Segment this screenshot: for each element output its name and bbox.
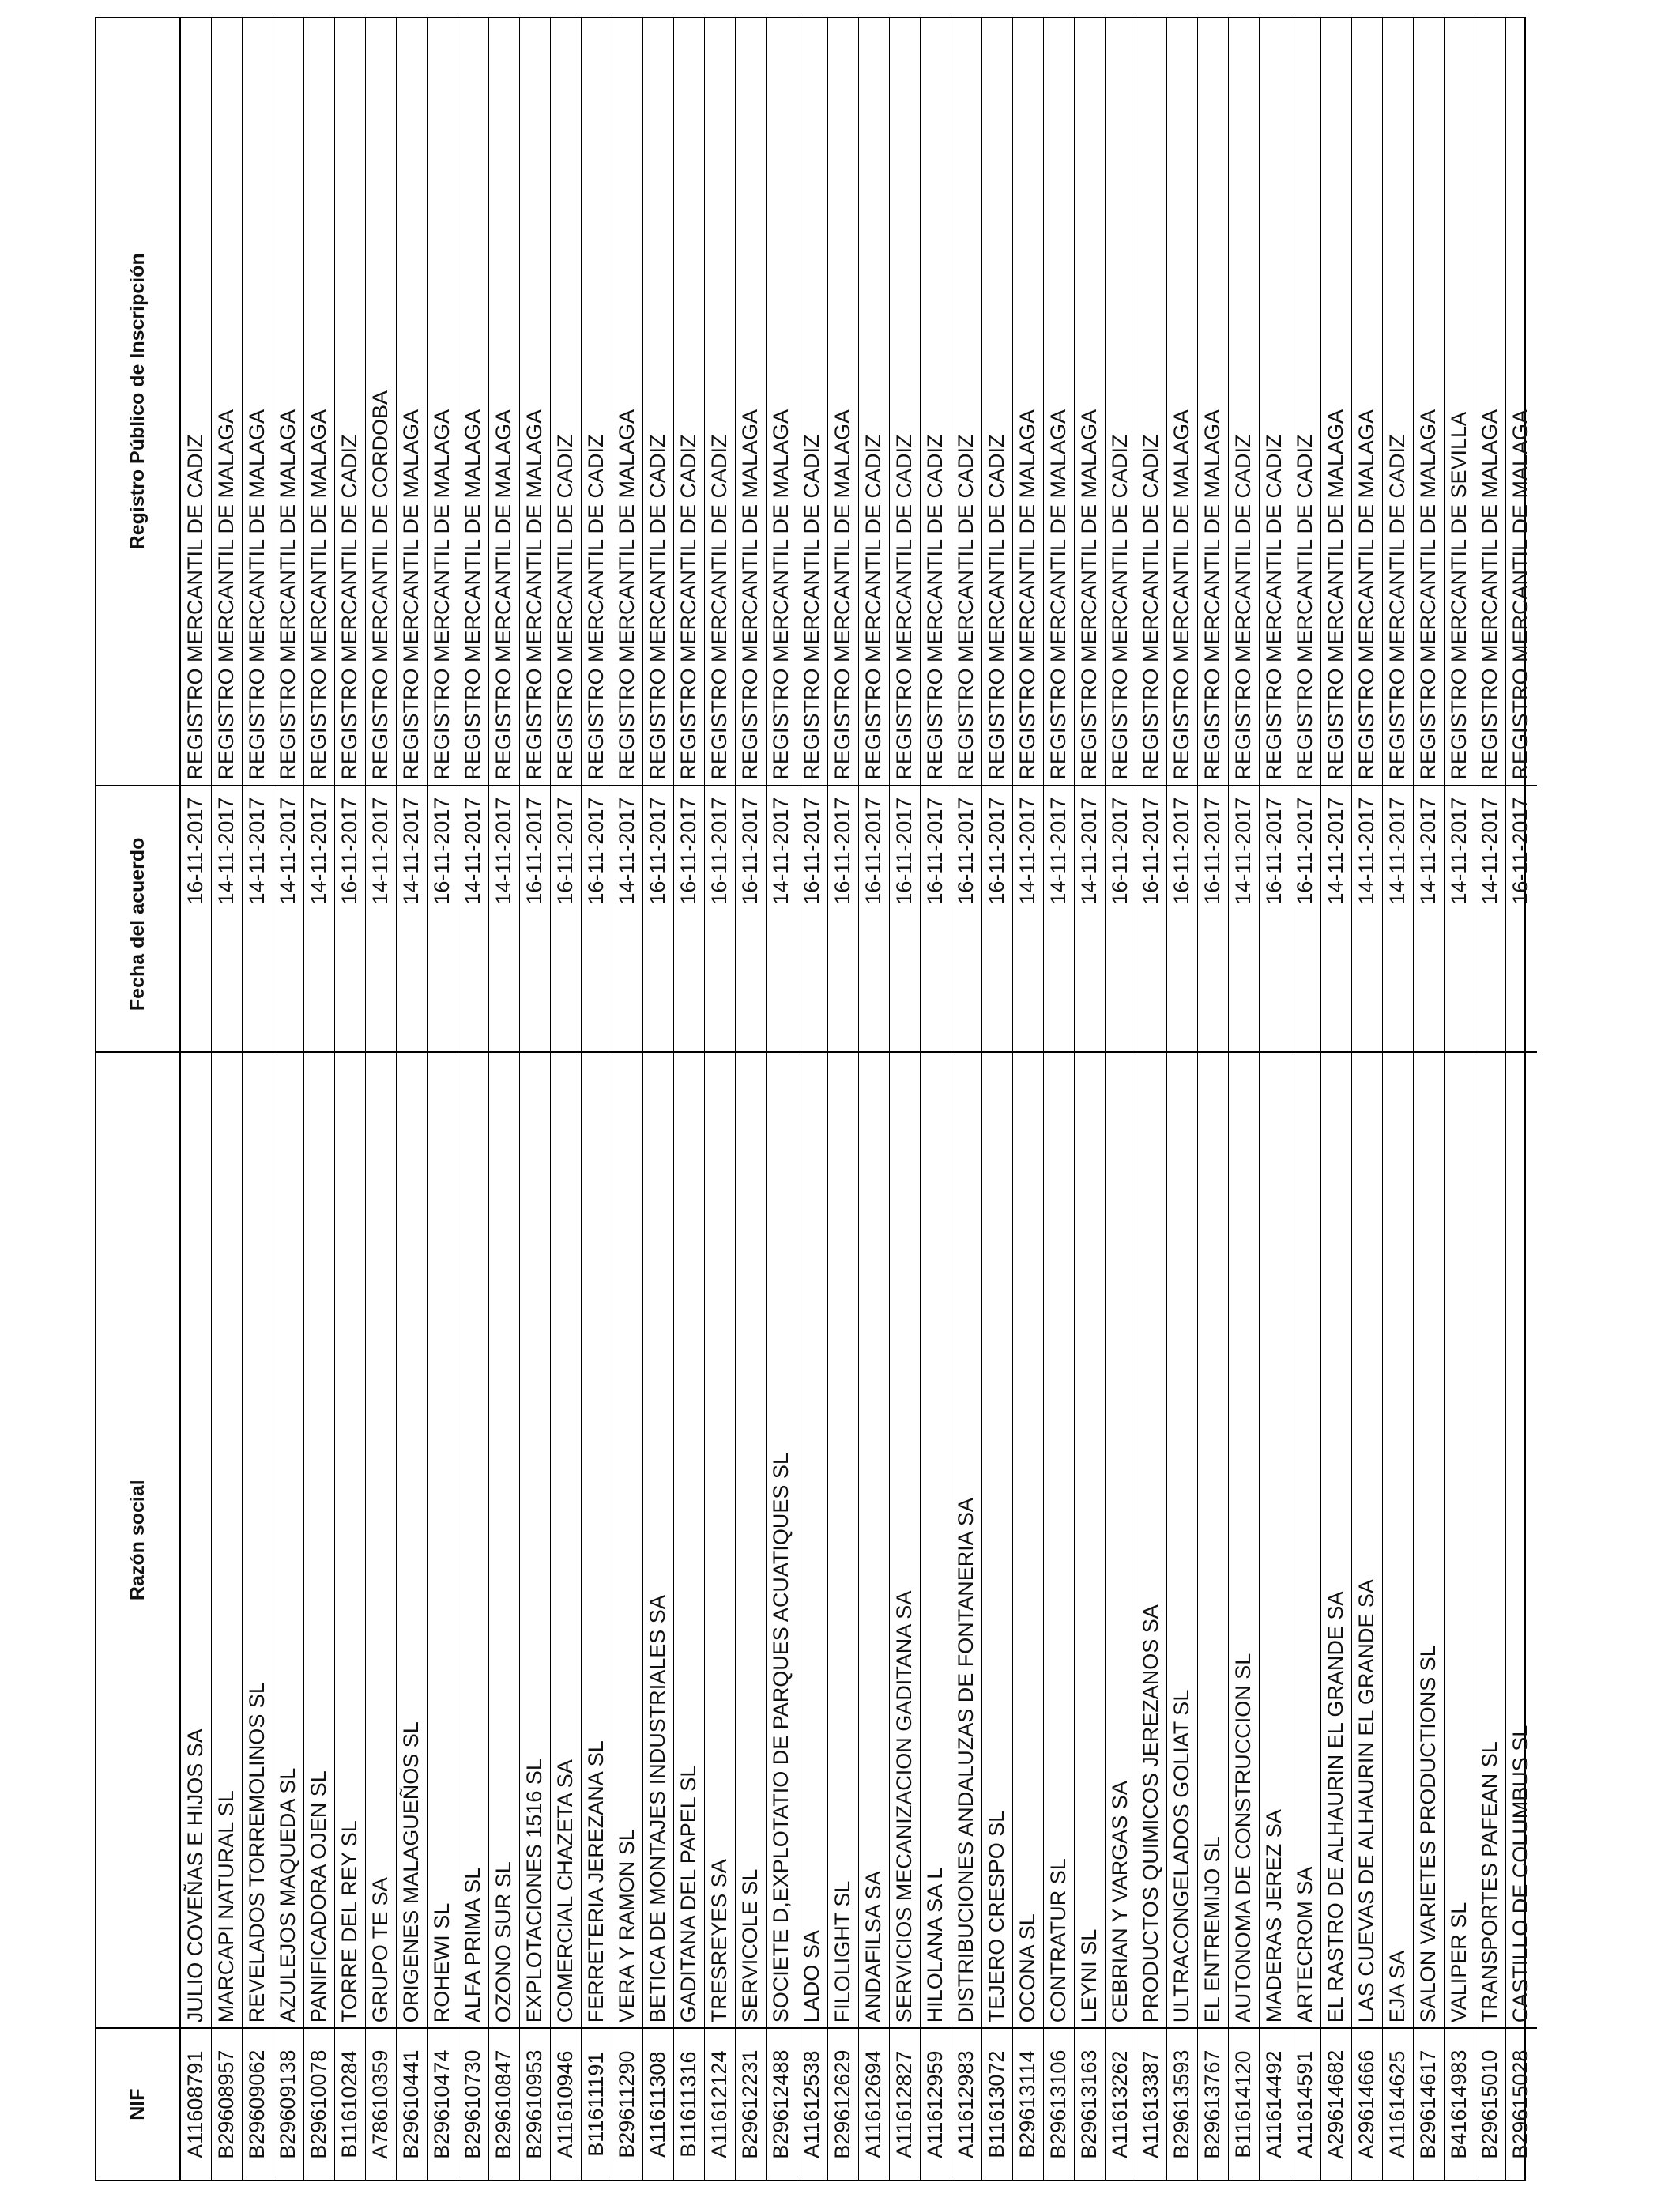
cell-razon-social: ROHEWI SL — [428, 1051, 458, 2027]
cell-nif: B11611191 — [582, 2027, 612, 2180]
cell-registro: REGISTRO MERCANTIL DE MALAGA — [1416, 409, 1440, 780]
cell-nif: A11612124 — [705, 2027, 735, 2180]
table-row — [273, 18, 304, 2180]
cell-nif: B29612629 — [828, 2027, 858, 2180]
table-row — [1445, 18, 1475, 2180]
cell-fecha: 14-11-2017 — [212, 785, 242, 1052]
cell-nif: B11610284 — [335, 2027, 365, 2180]
registry-table — [95, 17, 1532, 2181]
table-row — [890, 18, 921, 2180]
cell-razon-social: ULTRACONGELADOS GOLIAT SL — [1167, 1051, 1197, 2027]
cell-fecha: 14-11-2017 — [458, 785, 488, 1052]
cell-razon-social: MADERAS JEREZ SA — [1260, 1051, 1290, 2027]
cell-fecha: 16-11-2017 — [982, 785, 1012, 1052]
cell-fecha: 14-11-2017 — [397, 785, 427, 1052]
cell-razon-social: TRANSPORTES PAFEAN SL — [1475, 1051, 1505, 2027]
cell-registro: REGISTRO MERCANTIL DE MALAGA — [492, 409, 515, 780]
cell-razon-social: DISTRIBUCIONES ANDALUZAS DE FONTANERIA SA — [951, 1051, 981, 2027]
cell-fecha: 16-11-2017 — [428, 785, 458, 1052]
cell-registro: REGISTRO MERCANTIL DE MALAGA — [1015, 409, 1039, 780]
cell-registro: REGISTRO MERCANTIL DE MALAGA — [769, 409, 793, 780]
cell-fecha: 14-11-2017 — [304, 785, 334, 1052]
cell-fecha: 16-11-2017 — [1198, 785, 1228, 1052]
cell-razon-social: TRESREYES SA — [705, 1051, 735, 2027]
cell-nif: B29611290 — [612, 2027, 642, 2180]
cell-razon-social: MARCAPI NATURAL SL — [212, 1051, 242, 2027]
cell-registro: REGISTRO MERCANTIL DE MALAGA — [831, 409, 854, 780]
cell-nif: A11612983 — [951, 2027, 981, 2180]
table-row — [859, 18, 890, 2180]
table-row — [1506, 18, 1537, 2180]
cell-razon-social: ALFA PRIMA SL — [458, 1051, 488, 2027]
table-row — [489, 18, 520, 2180]
table-row — [951, 18, 982, 2180]
cell-nif: A78610359 — [366, 2027, 396, 2180]
cell-razon-social: EL ENTREMIJO SL — [1198, 1051, 1228, 2027]
cell-registro: REGISTRO MERCANTIL DE CADIZ — [1385, 434, 1409, 780]
cell-fecha: 16-11-2017 — [859, 785, 889, 1052]
table-row — [335, 18, 366, 2180]
header-fecha-acuerdo: Fecha del acuerdo — [96, 785, 179, 1052]
cell-fecha: 14-11-2017 — [1383, 785, 1413, 1052]
table-row — [797, 18, 828, 2180]
table-row — [736, 18, 767, 2180]
table-row — [1075, 18, 1106, 2180]
cell-registro: REGISTRO MERCANTIL DE CADIZ — [337, 434, 361, 780]
cell-registro: REGISTRO MERCANTIL DE MALAGA — [1324, 409, 1347, 780]
table-row — [1260, 18, 1290, 2180]
table-row — [1229, 18, 1260, 2180]
cell-registro: REGISTRO MERCANTIL DE MALAGA — [615, 409, 638, 780]
cell-fecha: 16-11-2017 — [705, 785, 735, 1052]
cell-registro: REGISTRO MERCANTIL DE MALAGA — [1509, 409, 1532, 780]
cell-razon-social: TORRE DEL REY SL — [335, 1051, 365, 2027]
cell-razon-social: FERRETERIA JEREZANA SL — [582, 1051, 612, 2027]
cell-razon-social: OZONO SUR SL — [489, 1051, 519, 2027]
cell-registro: REGISTRO MERCANTIL DE CADIZ — [553, 434, 577, 780]
cell-nif: B11614120 — [1229, 2027, 1259, 2180]
cell-nif: B29608957 — [212, 2027, 242, 2180]
cell-fecha: 14-11-2017 — [1475, 785, 1505, 1052]
cell-razon-social: ORIGENES MALAGUEÑOS SL — [397, 1051, 427, 2027]
cell-fecha: 14-11-2017 — [366, 785, 396, 1052]
cell-razon-social: BETICA DE MONTAJES INDUSTRIALES SA — [643, 1051, 673, 2027]
cell-nif: B29610474 — [428, 2027, 458, 2180]
header-registro: Registro Público de Inscripción — [126, 253, 149, 550]
cell-razon-social: VALIPER SL — [1445, 1051, 1475, 2027]
cell-registro: REGISTRO MERCANTIL DE MALAGA — [245, 409, 269, 780]
cell-fecha: 16-11-2017 — [1167, 785, 1197, 1052]
cell-nif: B29610953 — [520, 2027, 550, 2180]
cell-nif: B29614617 — [1414, 2027, 1444, 2180]
cell-registro: REGISTRO MERCANTIL DE CORDOBA — [368, 390, 392, 780]
cell-fecha: 16-11-2017 — [828, 785, 858, 1052]
cell-nif: A29614666 — [1352, 2027, 1382, 2180]
cell-razon-social: LAS CUEVAS DE ALHAURIN EL GRANDE SA — [1352, 1051, 1382, 2027]
cell-nif: B29609138 — [273, 2027, 303, 2180]
cell-nif: A11614492 — [1260, 2027, 1290, 2180]
cell-fecha: 16-11-2017 — [520, 785, 550, 1052]
cell-fecha: 14-11-2017 — [1321, 785, 1351, 1052]
cell-fecha: 14-11-2017 — [489, 785, 519, 1052]
cell-razon-social: FILOLIGHT SL — [828, 1051, 858, 2027]
table-row — [982, 18, 1013, 2180]
cell-nif: A11614591 — [1290, 2027, 1320, 2180]
table-row — [212, 18, 243, 2180]
cell-razon-social: CEBRIAN Y VARGAS SA — [1106, 1051, 1136, 2027]
cell-nif: A11611308 — [643, 2027, 673, 2180]
cell-nif: B29610441 — [397, 2027, 427, 2180]
cell-fecha: 14-11-2017 — [243, 785, 273, 1052]
table-row — [1013, 18, 1044, 2180]
cell-fecha: 16-11-2017 — [1290, 785, 1320, 1052]
cell-registro: REGISTRO MERCANTIL DE MALAGA — [430, 409, 454, 780]
cell-nif: B29613114 — [1013, 2027, 1043, 2180]
cell-razon-social: SERVICOLE SL — [736, 1051, 766, 2027]
table-row — [767, 18, 797, 2180]
cell-razon-social: CONTRATUR SL — [1044, 1051, 1074, 2027]
cell-fecha: 14-11-2017 — [1352, 785, 1382, 1052]
cell-razon-social: GRUPO TE SA — [366, 1051, 396, 2027]
cell-razon-social: AUTONOMA DE CONSTRUCCION SL — [1229, 1051, 1259, 2027]
table-row — [428, 18, 458, 2180]
cell-registro: REGISTRO MERCANTIL DE CADIZ — [676, 434, 700, 780]
cell-registro: REGISTRO MERCANTIL DE MALAGA — [1200, 409, 1224, 780]
cell-nif: A11610946 — [551, 2027, 581, 2180]
cell-nif: B29613106 — [1044, 2027, 1074, 2180]
table-row — [674, 18, 705, 2180]
cell-registro: REGISTRO MERCANTIL DE CADIZ — [985, 434, 1008, 780]
cell-nif: A11612827 — [890, 2027, 920, 2180]
cell-razon-social: PRODUCTOS QUIMICOS JEREZANOS SA — [1136, 1051, 1166, 2027]
cell-nif: B29610730 — [458, 2027, 488, 2180]
cell-nif: B29610078 — [304, 2027, 334, 2180]
cell-razon-social: EXPLOTACIONES 1516 SL — [520, 1051, 550, 2027]
cell-nif: A11612959 — [921, 2027, 951, 2180]
table-row — [582, 18, 612, 2180]
cell-nif: B29613163 — [1075, 2027, 1105, 2180]
table-row — [366, 18, 397, 2180]
cell-nif: B29610847 — [489, 2027, 519, 2180]
cell-registro: REGISTRO MERCANTIL DE CADIZ — [923, 434, 947, 780]
cell-fecha: 16-11-2017 — [582, 785, 612, 1052]
table-row — [921, 18, 951, 2180]
cell-registro: REGISTRO MERCANTIL DE CADIZ — [183, 434, 207, 780]
cell-nif: B29615010 — [1475, 2027, 1505, 2180]
table-row — [1167, 18, 1198, 2180]
table-row — [1383, 18, 1414, 2180]
header-razon-social: Razón social — [96, 1051, 179, 2027]
cell-registro: REGISTRO MERCANTIL DE CADIZ — [861, 434, 885, 780]
cell-nif: B41614983 — [1445, 2027, 1475, 2180]
cell-fecha: 16-11-2017 — [921, 785, 951, 1052]
cell-fecha: 16-11-2017 — [335, 785, 365, 1052]
cell-fecha: 14-11-2017 — [767, 785, 797, 1052]
table-row — [1475, 18, 1506, 2180]
cell-fecha: 16-11-2017 — [551, 785, 581, 1052]
cell-fecha: 16-11-2017 — [951, 785, 981, 1052]
cell-nif: A11612694 — [859, 2027, 889, 2180]
table-row — [1106, 18, 1136, 2180]
table-row — [1352, 18, 1383, 2180]
cell-razon-social: VERA Y RAMON SL — [612, 1051, 642, 2027]
table-row — [551, 18, 582, 2180]
cell-fecha: 16-11-2017 — [1260, 785, 1290, 1052]
cell-registro: REGISTRO MERCANTIL DE MALAGA — [307, 409, 330, 780]
cell-razon-social: LEYNI SL — [1075, 1051, 1105, 2027]
cell-nif: A11613387 — [1136, 2027, 1166, 2180]
cell-razon-social: REVELADOS TORREMOLINOS SL — [243, 1051, 273, 2027]
cell-fecha: 16-11-2017 — [736, 785, 766, 1052]
cell-nif: A11612538 — [797, 2027, 827, 2180]
cell-nif: B11613072 — [982, 2027, 1012, 2180]
cell-registro: REGISTRO MERCANTIL DE CADIZ — [1262, 434, 1286, 780]
table-row — [243, 18, 273, 2180]
cell-fecha: 14-11-2017 — [1414, 785, 1444, 1052]
cell-razon-social: GADITANA DEL PAPEL SL — [674, 1051, 704, 2027]
cell-fecha: 14-11-2017 — [1229, 785, 1259, 1052]
cell-razon-social: LADO SA — [797, 1051, 827, 2027]
cell-registro: REGISTRO MERCANTIL DE MALAGA — [1046, 409, 1070, 780]
table-row — [304, 18, 335, 2180]
table-row — [828, 18, 859, 2180]
cell-nif: B29613593 — [1167, 2027, 1197, 2180]
cell-razon-social: ARTECROM SA — [1290, 1051, 1320, 2027]
cell-registro: REGISTRO MERCANTIL DE CADIZ — [954, 434, 977, 780]
cell-fecha: 14-11-2017 — [273, 785, 303, 1052]
cell-nif: A29614682 — [1321, 2027, 1351, 2180]
table-header-row — [96, 18, 181, 2180]
cell-registro: REGISTRO MERCANTIL DE SEVILLA — [1447, 411, 1471, 780]
cell-nif: B29609062 — [243, 2027, 273, 2180]
table-row — [705, 18, 736, 2180]
cell-fecha: 14-11-2017 — [1075, 785, 1105, 1052]
cell-registro: REGISTRO MERCANTIL DE CADIZ — [584, 434, 608, 780]
cell-razon-social: SALON VARIETES PRODUCTIONS SL — [1414, 1051, 1444, 2027]
header-nif: NIF — [96, 2027, 179, 2180]
cell-nif: A11608791 — [181, 2027, 211, 2180]
table-row — [181, 18, 212, 2180]
cell-registro: REGISTRO MERCANTIL DE CADIZ — [1231, 434, 1255, 780]
cell-fecha: 16-11-2017 — [890, 785, 920, 1052]
table-row — [1198, 18, 1229, 2180]
cell-registro: REGISTRO MERCANTIL DE CADIZ — [892, 434, 916, 780]
cell-razon-social: CASTILLO DE COLUMBUS SL — [1506, 1051, 1537, 2027]
cell-razon-social: ANDAFILSA SA — [859, 1051, 889, 2027]
table-row — [520, 18, 551, 2180]
cell-registro: REGISTRO MERCANTIL DE MALAGA — [1354, 409, 1378, 780]
cell-fecha: 14-11-2017 — [1044, 785, 1074, 1052]
cell-registro: REGISTRO MERCANTIL DE MALAGA — [522, 409, 546, 780]
table-row — [643, 18, 674, 2180]
cell-registro: REGISTRO MERCANTIL DE CADIZ — [707, 434, 731, 780]
cell-fecha: 14-11-2017 — [1445, 785, 1475, 1052]
cell-razon-social: SOCIETE D,EXPLOTATIO DE PARQUES ACUATIQUES SL — [767, 1051, 797, 2027]
table-row — [1414, 18, 1445, 2180]
table-row — [458, 18, 489, 2180]
cell-nif: B29612231 — [736, 2027, 766, 2180]
cell-registro: REGISTRO MERCANTIL DE MALAGA — [214, 409, 238, 780]
cell-nif: A11614625 — [1383, 2027, 1413, 2180]
cell-fecha: 14-11-2017 — [612, 785, 642, 1052]
cell-registro: REGISTRO MERCANTIL DE CADIZ — [1108, 434, 1132, 780]
cell-registro: REGISTRO MERCANTIL DE MALAGA — [399, 409, 423, 780]
cell-razon-social: JULIO COVEÑAS E HIJOS SA — [181, 1051, 211, 2027]
cell-razon-social: EJA SA — [1383, 1051, 1413, 2027]
table-body — [181, 18, 1537, 2180]
cell-razon-social: TEJERO CRESPO SL — [982, 1051, 1012, 2027]
cell-razon-social: OCONA SL — [1013, 1051, 1043, 2027]
cell-registro: REGISTRO MERCANTIL DE CADIZ — [1139, 434, 1162, 780]
cell-razon-social: HILOLANA SA L — [921, 1051, 951, 2027]
cell-registro: REGISTRO MERCANTIL DE MALAGA — [461, 409, 484, 780]
cell-fecha: 16-11-2017 — [643, 785, 673, 1052]
cell-nif: B29615028 — [1506, 2027, 1537, 2180]
cell-fecha: 16-11-2017 — [797, 785, 827, 1052]
table-row — [1044, 18, 1075, 2180]
cell-razon-social: PANIFICADORA OJEN SL — [304, 1051, 334, 2027]
cell-registro: REGISTRO MERCANTIL DE MALAGA — [1478, 409, 1501, 780]
cell-fecha: 16-11-2017 — [181, 785, 211, 1052]
cell-registro: REGISTRO MERCANTIL DE MALAGA — [276, 409, 299, 780]
cell-fecha: 16-11-2017 — [674, 785, 704, 1052]
cell-razon-social: EL RASTRO DE ALHAURIN EL GRANDE SA — [1321, 1051, 1351, 2027]
cell-fecha: 16-11-2017 — [1136, 785, 1166, 1052]
cell-nif: B29612488 — [767, 2027, 797, 2180]
table-row — [397, 18, 428, 2180]
cell-nif: B29613767 — [1198, 2027, 1228, 2180]
cell-razon-social: COMERCIAL CHAZETA SA — [551, 1051, 581, 2027]
cell-fecha: 14-11-2017 — [1013, 785, 1043, 1052]
cell-registro: REGISTRO MERCANTIL DE CADIZ — [646, 434, 669, 780]
cell-nif: A11613262 — [1106, 2027, 1136, 2180]
table-row — [1136, 18, 1167, 2180]
cell-registro: REGISTRO MERCANTIL DE MALAGA — [1170, 409, 1193, 780]
table-row — [612, 18, 643, 2180]
table-row — [1321, 18, 1352, 2180]
cell-registro: REGISTRO MERCANTIL DE CADIZ — [1293, 434, 1317, 780]
cell-fecha: 16-11-2017 — [1106, 785, 1136, 1052]
cell-registro: REGISTRO MERCANTIL DE CADIZ — [800, 434, 823, 780]
cell-registro: REGISTRO MERCANTIL DE MALAGA — [738, 409, 762, 780]
table-row — [1290, 18, 1321, 2180]
cell-registro: REGISTRO MERCANTIL DE MALAGA — [1077, 409, 1101, 780]
cell-fecha: 16-11-2017 — [1506, 785, 1537, 1052]
cell-razon-social: SERVICIOS MECANIZACION GADITANA SA — [890, 1051, 920, 2027]
cell-razon-social: AZULEJOS MAQUEDA SL — [273, 1051, 303, 2027]
cell-nif: B11611316 — [674, 2027, 704, 2180]
